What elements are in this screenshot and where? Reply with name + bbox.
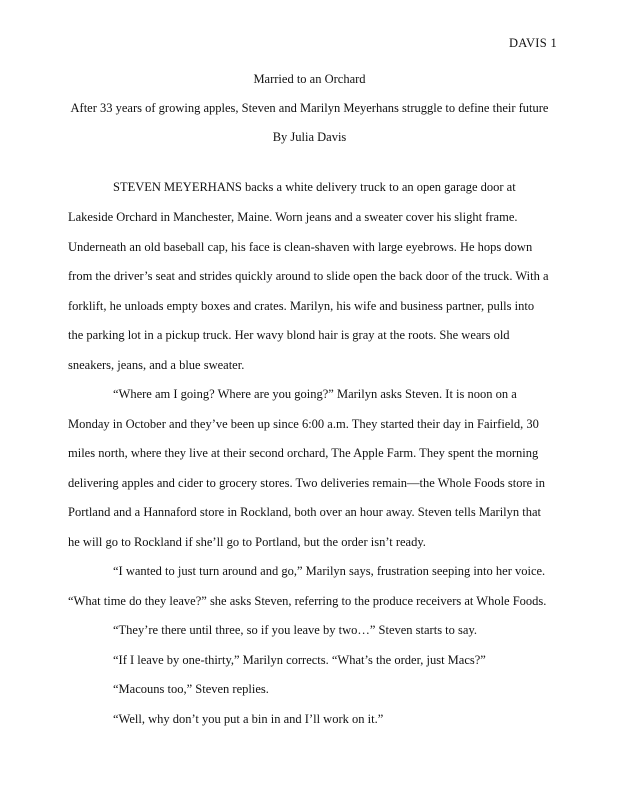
body-line: STEVEN MEYERHANS backs a white delivery truck to an open garage door at <box>113 180 516 194</box>
body-line: sneakers, jeans, and a blue sweater. <box>68 358 245 372</box>
article-title: Married to an Orchard <box>253 72 366 86</box>
body-line: miles north, where they live at their second orchard, The Apple Farm. They spent the morning <box>68 446 539 460</box>
body-line: he will go to Rockland if she’ll go to Portland, but the order isn’t ready. <box>68 535 426 549</box>
body-line: Portland and a Hannaford store in Rockland, both over an hour away. Steven tells Marilyn that <box>68 505 542 519</box>
body-line: Monday in October and they’ve been up since 6:00 a.m. They started their day in Fairfield, 30 <box>68 417 539 431</box>
body-line: from the driver’s seat and strides quickly around to slide open the back door of the truck. With a <box>68 269 549 283</box>
page-header: DAVIS 1 <box>508 36 557 50</box>
body-line: “Macouns too,” Steven replies. <box>113 682 269 696</box>
body-line: delivering apples and cider to grocery stores. Two deliveries remain—the Whole Foods store in <box>68 476 546 490</box>
article-subtitle: After 33 years of growing apples, Steven and Marilyn Meyerhans struggle to define their future <box>70 101 549 115</box>
body-line: Lakeside Orchard in Manchester, Maine. Worn jeans and a sweater cover his slight frame. <box>68 210 518 224</box>
body-line: “Well, why don’t you put a bin in and I’ll work on it.” <box>113 712 384 726</box>
article-byline: By Julia Davis <box>272 130 347 144</box>
body-line: “What time do they leave?” she asks Steven, referring to the produce receivers at Whole Foods. <box>68 594 547 608</box>
body-line: “I wanted to just turn around and go,” Marilyn says, frustration seeping into her voice. <box>113 564 546 578</box>
body-line: “They’re there until three, so if you leave by two…” Steven starts to say. <box>113 623 478 637</box>
body-line: “Where am I going? Where are you going?” Marilyn asks Steven. It is noon on a <box>113 387 517 401</box>
body-line: the parking lot in a pickup truck. Her wavy blond hair is gray at the roots. She wears old <box>68 328 510 342</box>
body-line: forklift, he unloads empty boxes and crates. Marilyn, his wife and business partner, pulls into <box>68 299 535 313</box>
body-line: “If I leave by one-thirty,” Marilyn corrects. “What’s the order, just Macs?” <box>113 653 486 667</box>
body-line: Underneath an old baseball cap, his face is clean-shaven with large eyebrows. He hops down <box>68 240 533 254</box>
